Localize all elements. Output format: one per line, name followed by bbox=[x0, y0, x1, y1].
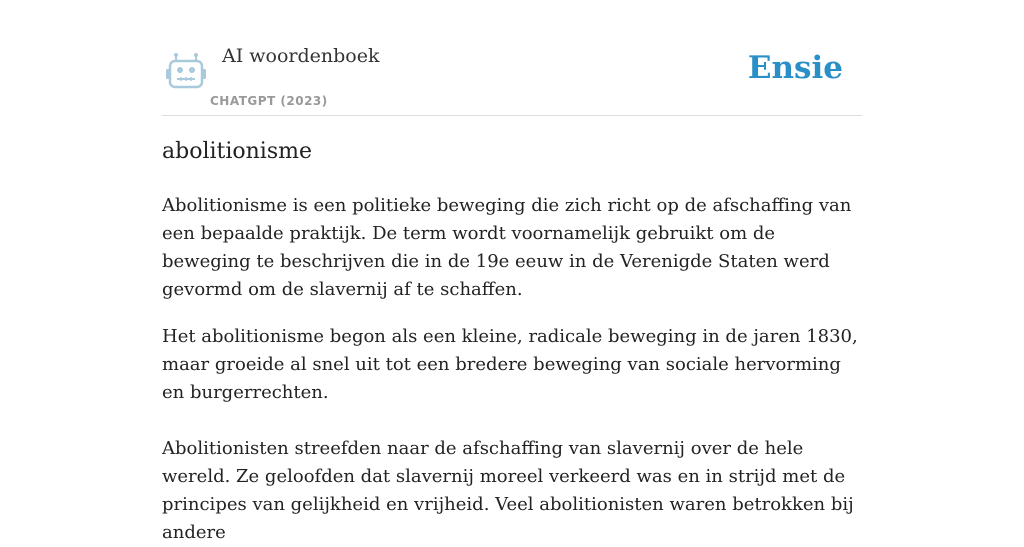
page-container bbox=[162, 0, 862, 543]
brand-logo[interactable]: Ensie bbox=[747, 50, 843, 86]
entry-paragraph-3: Abolitionisten streefden naar de afschaffing van slavernij over de hele wereld. Ze geloofden dat slavernij moreel verkeerd was en in strijd met de principes van gelijkheid en vrijheid. Veel abolitionisten waren betrokken bij andere bbox=[162, 438, 854, 543]
dictionary-title[interactable]: AI woordenboek bbox=[222, 45, 380, 67]
robot-icon bbox=[166, 52, 206, 90]
page-header bbox=[162, 0, 862, 116]
source-label: CHATGPT (2023) bbox=[210, 94, 328, 108]
entry-term: abolitionisme bbox=[162, 139, 313, 164]
entry-paragraph-1: Abolitionisme is een politieke beweging die zich richt op de afschaffing van een bepaalde praktijk. De term wordt voornamelijk gebruikt om de beweging te beschrijven die in de 19e eeuw in de Verenigde Staten werd gevormd om de slavernij af te schaffen. bbox=[162, 195, 852, 300]
entry-paragraph-2: Het abolitionisme begon als een kleine, radicale beweging in de jaren 1830, maar groeide al snel uit tot een bredere beweging van sociale hervorming en burgerrechten. bbox=[162, 326, 858, 403]
